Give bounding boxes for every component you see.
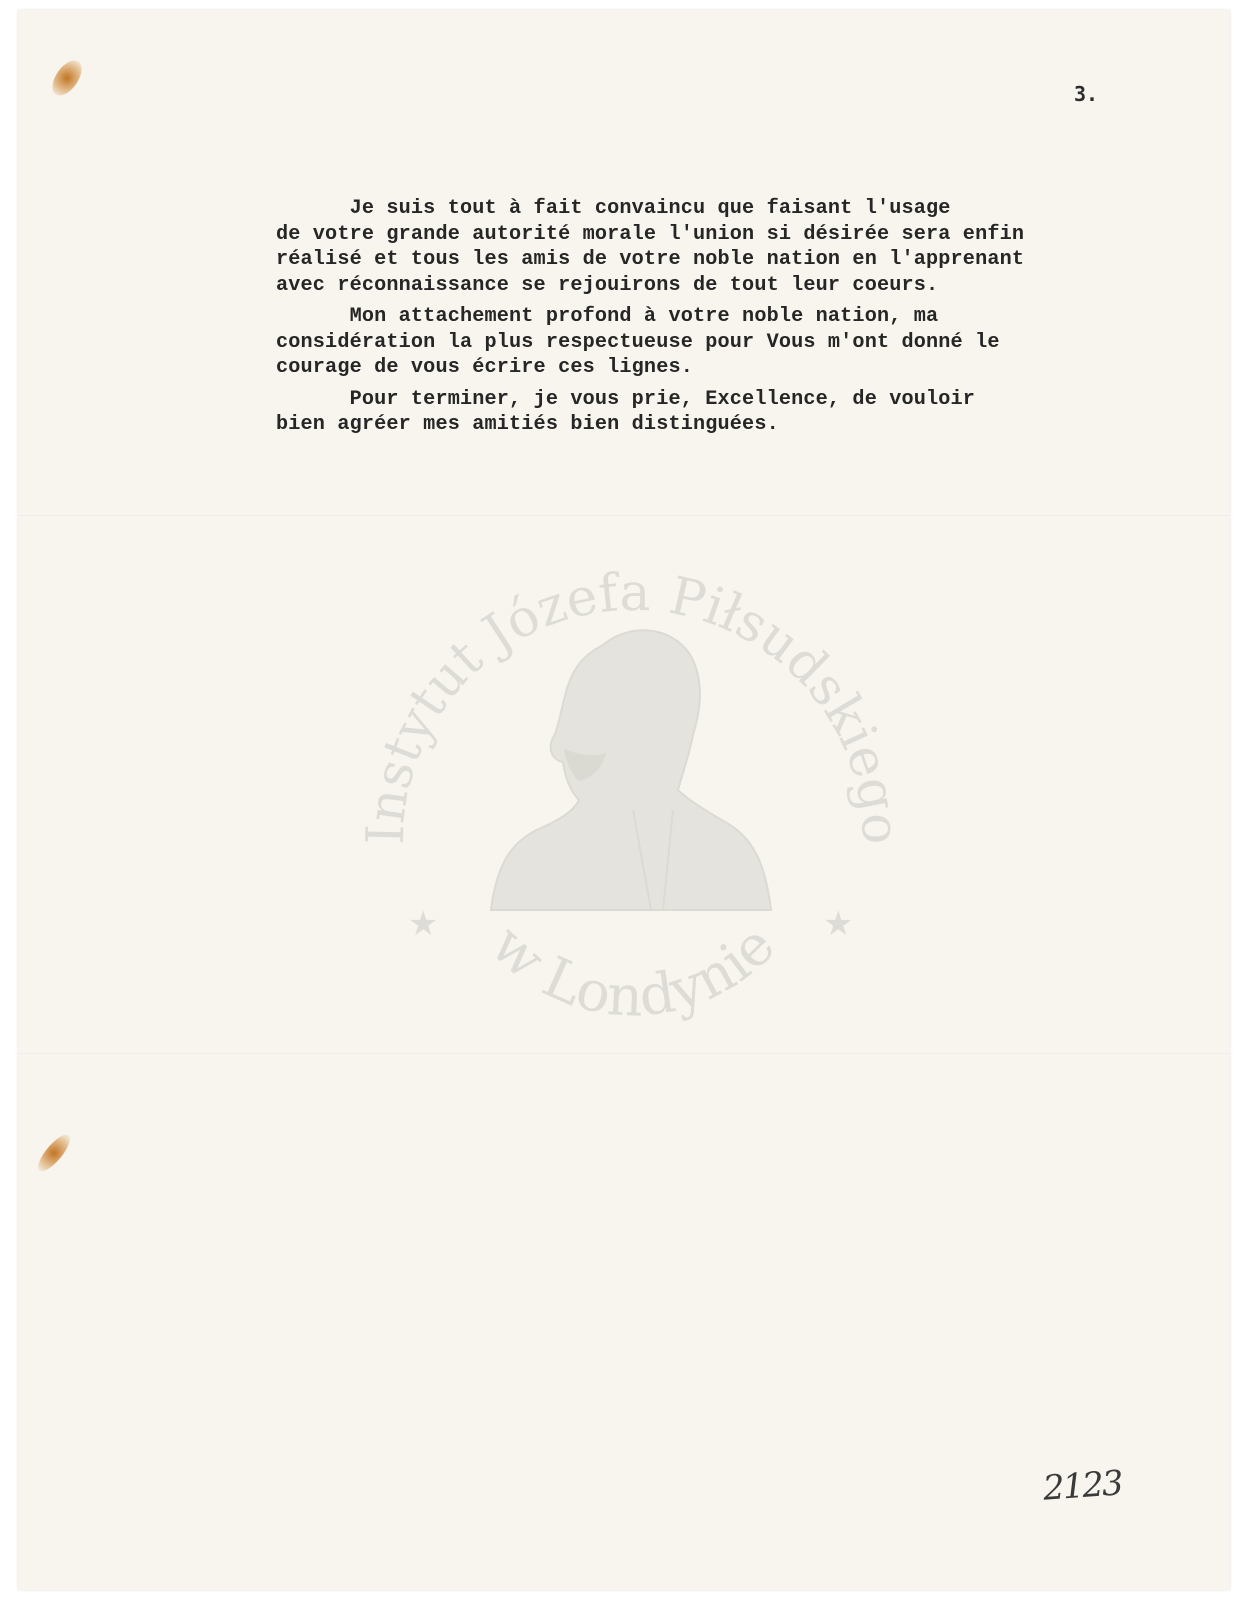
portrait-bust-icon xyxy=(491,630,771,910)
text-line: Pour terminer, je vous prie, Excellence, de vouloir xyxy=(276,387,976,411)
watermark-text-top: Instytut Józefa Piłsudskiego xyxy=(355,562,911,846)
text-line: courage de vous écrire ces lignes. xyxy=(276,356,693,379)
star-icon: ★ xyxy=(408,904,439,944)
letter-body xyxy=(276,196,1156,444)
text-line: de votre grande autorité morale l'union si désirée sera enfin xyxy=(276,222,1025,246)
rust-stain xyxy=(47,55,88,100)
text-line: bien agréer mes amitiés bien distinguées. xyxy=(276,413,779,436)
paragraph xyxy=(276,196,1156,298)
archive-number: 2123 xyxy=(1041,1463,1123,1509)
text-line: Mon attachement profond à votre noble nation, ma xyxy=(276,305,939,328)
watermark-text-bottom: w Londynie xyxy=(478,912,788,1030)
rust-stain xyxy=(33,1130,75,1176)
paragraph xyxy=(276,387,1156,438)
text-line: avec réconnaissance se rejouirons de tout leur coeurs. xyxy=(276,273,939,297)
page-number: 3. xyxy=(1074,82,1099,106)
star-icon: ★ xyxy=(823,904,854,944)
paragraph xyxy=(276,304,1156,381)
letter-page xyxy=(18,10,1230,1590)
text-line: considération la plus respectueuse pour Vous m'ont donné le xyxy=(276,330,1000,354)
institute-watermark xyxy=(333,510,933,1110)
text-line: réalisé et tous les amis de votre noble nation en l'apprenant xyxy=(276,248,1025,271)
text-line: Je suis tout à fait convaincu que faisant l'usage xyxy=(276,197,951,220)
